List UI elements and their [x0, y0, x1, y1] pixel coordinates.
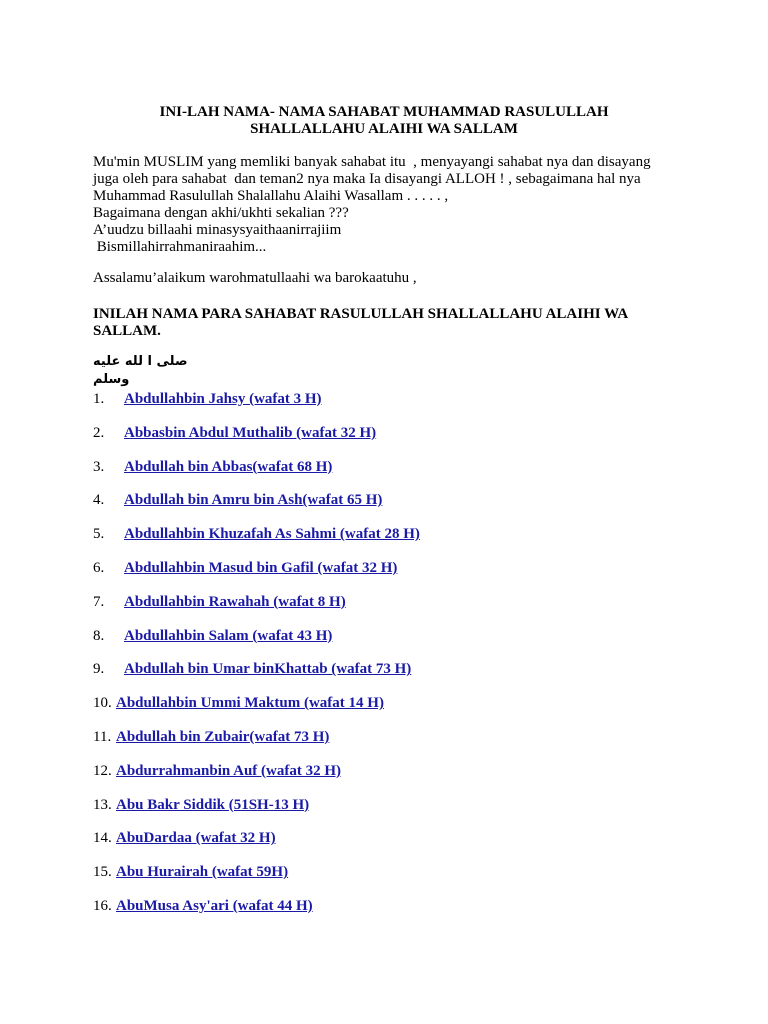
sahabat-link[interactable]: Abdullah bin Amru bin Ash(wafat 65 H): [124, 492, 383, 509]
sahabat-link[interactable]: Abbasbin Abdul Muthalib (wafat 32 H): [124, 424, 377, 441]
section-heading: INILAH NAMA PARA SAHABAT RASULULLAH SHALLALLAHU ALAIHI WA SALLAM.: [93, 306, 628, 339]
sahabat-link[interactable]: AbuMusa Asy'ari (wafat 44 H): [116, 897, 313, 914]
list-item: [93, 391, 420, 425]
list-number: 10.: [93, 695, 112, 712]
intro-paragraph: [93, 154, 713, 256]
intro-line-4: Bagaimana dengan akhi/ukhti sekalian ???: [93, 205, 349, 221]
list-item: [93, 492, 420, 526]
list-number: 11.: [93, 728, 112, 745]
arabic-salawat: صلى ا لله عليه وسلم: [93, 354, 188, 387]
list-item: [93, 628, 420, 662]
list-item: [93, 560, 420, 594]
greeting: Assalamu’alaikum warohmatullaahi wa barokaatuhu ,: [93, 270, 417, 286]
list-item: [93, 797, 420, 831]
intro-line-1: Mu'min MUSLIM yang memliki banyak sahabat itu , menyayangi sahabat nya dan disayang: [93, 154, 651, 170]
list-number: 6.: [93, 559, 105, 576]
list-item: [93, 594, 420, 628]
list-number: 16.: [93, 897, 112, 914]
sahabat-link[interactable]: Abdurrahmanbin Auf (wafat 32 H): [116, 762, 342, 779]
list-item: [93, 425, 420, 459]
sahabat-link[interactable]: Abdullahbin Salam (wafat 43 H): [124, 627, 333, 644]
list-number: 13.: [93, 796, 112, 813]
sahabat-link[interactable]: Abdullah bin Umar binKhattab (wafat 73 H): [124, 661, 412, 678]
list-item: [93, 864, 420, 898]
intro-line-6: Bismillahirrahmaniraahim...: [93, 239, 267, 255]
list-item: [93, 459, 420, 493]
list-number: 8.: [93, 627, 105, 644]
sahabat-link[interactable]: AbuDardaa (wafat 32 H): [116, 830, 276, 847]
list-number: 7.: [93, 593, 105, 610]
sahabat-link[interactable]: Abdullah bin Zubair(wafat 73 H): [116, 728, 330, 745]
title-line-2: SHALLALLAHU ALAIHI WA SALLAM: [250, 121, 518, 137]
list-item: [93, 898, 420, 932]
list-number: 4.: [93, 492, 105, 509]
list-item: [93, 526, 420, 560]
sahabat-list: [93, 391, 420, 932]
sahabat-link[interactable]: Abdullahbin Ummi Maktum (wafat 14 H): [116, 695, 384, 712]
intro-line-5: A’uudzu billaahi minasysyaithaanirrajiim: [93, 222, 342, 238]
intro-line-3: Muhammad Rasulullah Shalallahu Alaihi Wasallam . . . . . ,: [93, 188, 449, 204]
list-number: 5.: [93, 526, 105, 543]
list-number: 12.: [93, 762, 112, 779]
list-number: 3.: [93, 458, 105, 475]
list-item: [93, 830, 420, 864]
sahabat-link[interactable]: Abu Bakr Siddik (51SH-13 H): [116, 796, 310, 813]
list-item: [93, 763, 420, 797]
sahabat-link[interactable]: Abu Hurairah (wafat 59H): [116, 864, 289, 881]
title-line-1: INI-LAH NAMA- NAMA SAHABAT MUHAMMAD RASULULLAH: [159, 104, 609, 120]
list-item: [93, 729, 420, 763]
list-number: 15.: [93, 864, 112, 881]
sahabat-link[interactable]: Abdullahbin Jahsy (wafat 3 H): [124, 391, 322, 407]
intro-line-2: juga oleh para sahabat dan teman2 nya maka Ia disayangi ALLOH ! , sebagaimana hal nya: [93, 171, 641, 187]
list-number: 2.: [93, 424, 105, 441]
sahabat-link[interactable]: Abdullahbin Masud bin Gafil (wafat 32 H): [124, 559, 398, 576]
document-title: [0, 104, 768, 138]
list-number: 1.: [93, 391, 105, 407]
sahabat-link[interactable]: Abdullahbin Khuzafah As Sahmi (wafat 28 H): [124, 526, 420, 543]
list-item: [93, 661, 420, 695]
list-number: 9.: [93, 661, 105, 678]
list-number: 14.: [93, 830, 112, 847]
sahabat-link[interactable]: Abdullah bin Abbas(wafat 68 H): [124, 458, 333, 475]
list-item: [93, 695, 420, 729]
sahabat-link[interactable]: Abdullahbin Rawahah (wafat 8 H): [124, 593, 346, 610]
